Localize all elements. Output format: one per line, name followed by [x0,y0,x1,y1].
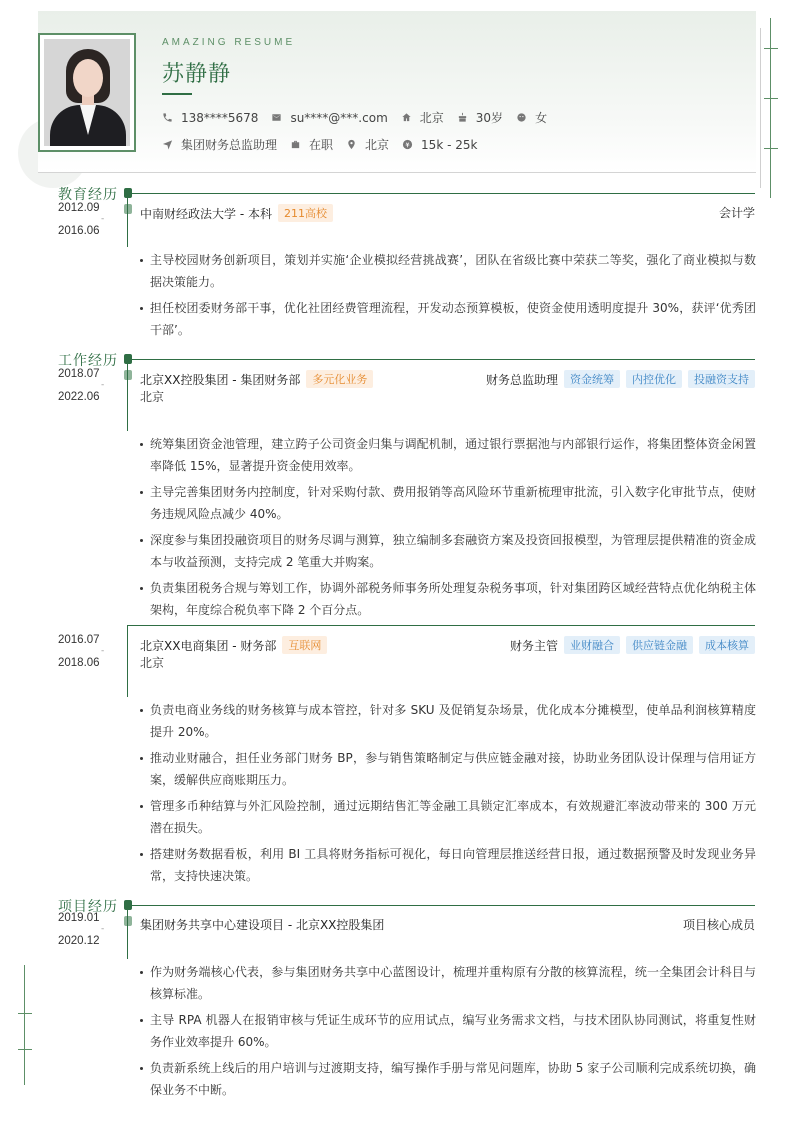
section-marker [124,354,132,364]
company-name: 北京XX电商集团 - 财务部 互联网 [140,636,327,654]
entry-end-date: 2020.12 [58,935,100,947]
job-role: 财务主管 业财融合 供应链金融 成本核算 [510,636,755,654]
entry-start-date: 2018.07 [58,368,100,380]
entry-end-date: 2018.06 [58,657,100,669]
name-underline [162,93,192,95]
entry-start-date: 2019.01 [58,912,100,924]
skill-tag: 投融资支持 [688,370,755,388]
email-item: su****@***.com [271,111,387,125]
home-icon [401,112,412,123]
project-role: 项目核心成员 [682,918,755,932]
list-item: 搭建财务数据看板，利用 BI 工具将财务指标可视化，每日向管理层推送经营日报，通过数据预警及时发现业务异常，支持快速决策。 [138,843,756,887]
target-position-item: 集团财务总监助理 [162,136,277,153]
gender-icon [516,112,527,123]
project-bullets [138,961,756,1105]
decorative-tick [764,98,778,99]
industry-tag: 多元化业务 [306,370,373,388]
entry-end-date: 2022.06 [58,391,100,403]
cake-icon [457,112,468,123]
project-name: 集团财务共享中心建设项目 - 北京XX控股集团 [140,918,385,932]
school-tag: 211高校 [278,204,333,222]
work-bullets [138,433,756,625]
section-rule [128,905,755,906]
timeline-line [127,193,128,247]
job-intent-row [162,136,490,153]
date-dash: - [101,380,105,390]
list-item: 负责新系统上线后的用户培训与过渡期支持，编写操作手册与常见问题库，协助 5 家子公司顺利完成系统切换，确保业务不中断。 [138,1057,756,1101]
section-title-work: 工作经历 [58,353,118,369]
list-item: 推动业财融合，担任业务部门财务 BP，参与销售策略制定与供应链金融对接，协助业务团队设计保理与信用证方案，缓解供应商账期压力。 [138,747,756,791]
job-location: 北京 [140,390,165,404]
timeline-line [127,625,128,697]
contact-row [162,109,560,126]
entry-end-date: 2016.06 [58,225,100,237]
date-dash: - [101,214,105,224]
job-location: 北京 [140,656,165,670]
section-marker [124,188,132,198]
decorative-line-right [770,18,771,198]
skill-tag: 供应链金融 [626,636,693,654]
section-rule [128,359,755,360]
list-item: 作为财务端核心代表，参与集团财务共享中心蓝图设计，梳理并重构原有分散的核算流程，统一全集团会计科目与核算标准。 [138,961,756,1005]
decorative-tick [18,1013,32,1014]
salary-icon [402,139,413,150]
gender-item: 女 [516,109,547,126]
list-item: 统筹集团资金池管理，建立跨子公司资金归集与调配机制，通过银行票据池与内部银行运作，将集团整体资金闲置率降低 15%，显著提升资金使用效率。 [138,433,756,477]
timeline-line [127,905,128,959]
skill-tag: 资金统筹 [564,370,620,388]
send-icon [162,139,173,150]
location-pin-icon [346,139,357,150]
decorative-tick [764,148,778,149]
section-marker [124,900,132,910]
education-bullets [138,249,756,345]
profile-photo-frame [38,33,136,152]
entry-start-date: 2016.07 [58,634,100,646]
decorative-line-right-inner [760,28,761,188]
section-rule [128,193,755,194]
resume-tagline: AMAZING RESUME [162,37,296,48]
entry-marker [124,370,132,380]
entry-rule [128,625,755,626]
date-dash: - [101,646,105,656]
entry-marker [124,204,132,214]
list-item: 深度参与集团投融资项目的财务尽调与测算，独立编制多套融资方案及投资回报模型，为管理层提供精准的资金成本与收益预测，支持完成 2 笔重大并购案。 [138,529,756,573]
phone-item: 138****5678 [162,111,258,125]
candidate-name: 苏静静 [162,62,232,87]
mail-icon [271,112,282,123]
section-title-projects: 项目经历 [58,899,118,915]
phone-icon [162,112,173,123]
salary-item: 15k - 25k [402,138,477,152]
company-name: 北京XX控股集团 - 集团财务部 多元化业务 [140,370,373,388]
decorative-tick [18,1049,32,1050]
header-divider [38,172,756,173]
industry-tag: 互联网 [282,636,327,654]
profile-photo [44,39,130,146]
skill-tag: 内控优化 [626,370,682,388]
list-item: 主导校园财务创新项目，策划并实施‘企业模拟经营挑战赛’，团队在省级比赛中荣获二等奖，强化了商业模拟与数据决策能力。 [138,249,756,293]
resume-header [38,11,756,172]
major: 会计学 [718,206,755,220]
target-city-item: 北京 [346,136,389,153]
decorative-tick [764,48,778,49]
section-title-education: 教育经历 [58,187,118,203]
skill-tag: 成本核算 [699,636,755,654]
list-item: 负责电商业务线的财务核算与成本管控，针对多 SKU 及促销复杂场景，优化成本分摊模型，使单品利润核算精度提升 20%。 [138,699,756,743]
city-item: 北京 [401,109,444,126]
briefcase-icon [290,139,301,150]
entry-start-date: 2012.09 [58,202,100,214]
skill-tag: 业财融合 [564,636,620,654]
job-role: 财务总监助理 资金统筹 内控优化 投融资支持 [486,370,755,388]
date-dash: - [101,924,105,934]
list-item: 主导 RPA 机器人在报销审核与凭证生成环节的应用试点，编写业务需求文档，与技术团队协同测试，将重复性财务作业效率提升 60%。 [138,1009,756,1053]
list-item: 负责集团税务合规与筹划工作，协调外部税务师事务所处理复杂税务事项，针对集团跨区域经营特点优化纳税主体架构，年度综合税负率下降 2 个百分点。 [138,577,756,621]
decorative-line-left [24,965,25,1085]
list-item: 担任校团委财务部干事，优化社团经费管理流程，开发动态预算模板，使资金使用透明度提升 30%，获评‘优秀团干部’。 [138,297,756,341]
employment-status-item: 在职 [290,136,333,153]
timeline-line [127,359,128,431]
work-bullets [138,699,756,891]
age-item: 30岁 [457,109,503,126]
list-item: 管理多币种结算与外汇风险控制，通过远期结售汇等金融工具锁定汇率成本，有效规避汇率波动带来的 300 万元潜在损失。 [138,795,756,839]
list-item: 主导完善集团财务内控制度，针对采购付款、费用报销等高风险环节重新梳理审批流，引入数字化审批节点，使财务违规风险点减少 40%。 [138,481,756,525]
entry-marker [124,916,132,926]
school-name: 中南财经政法大学 - 本科 211高校 [140,204,333,222]
